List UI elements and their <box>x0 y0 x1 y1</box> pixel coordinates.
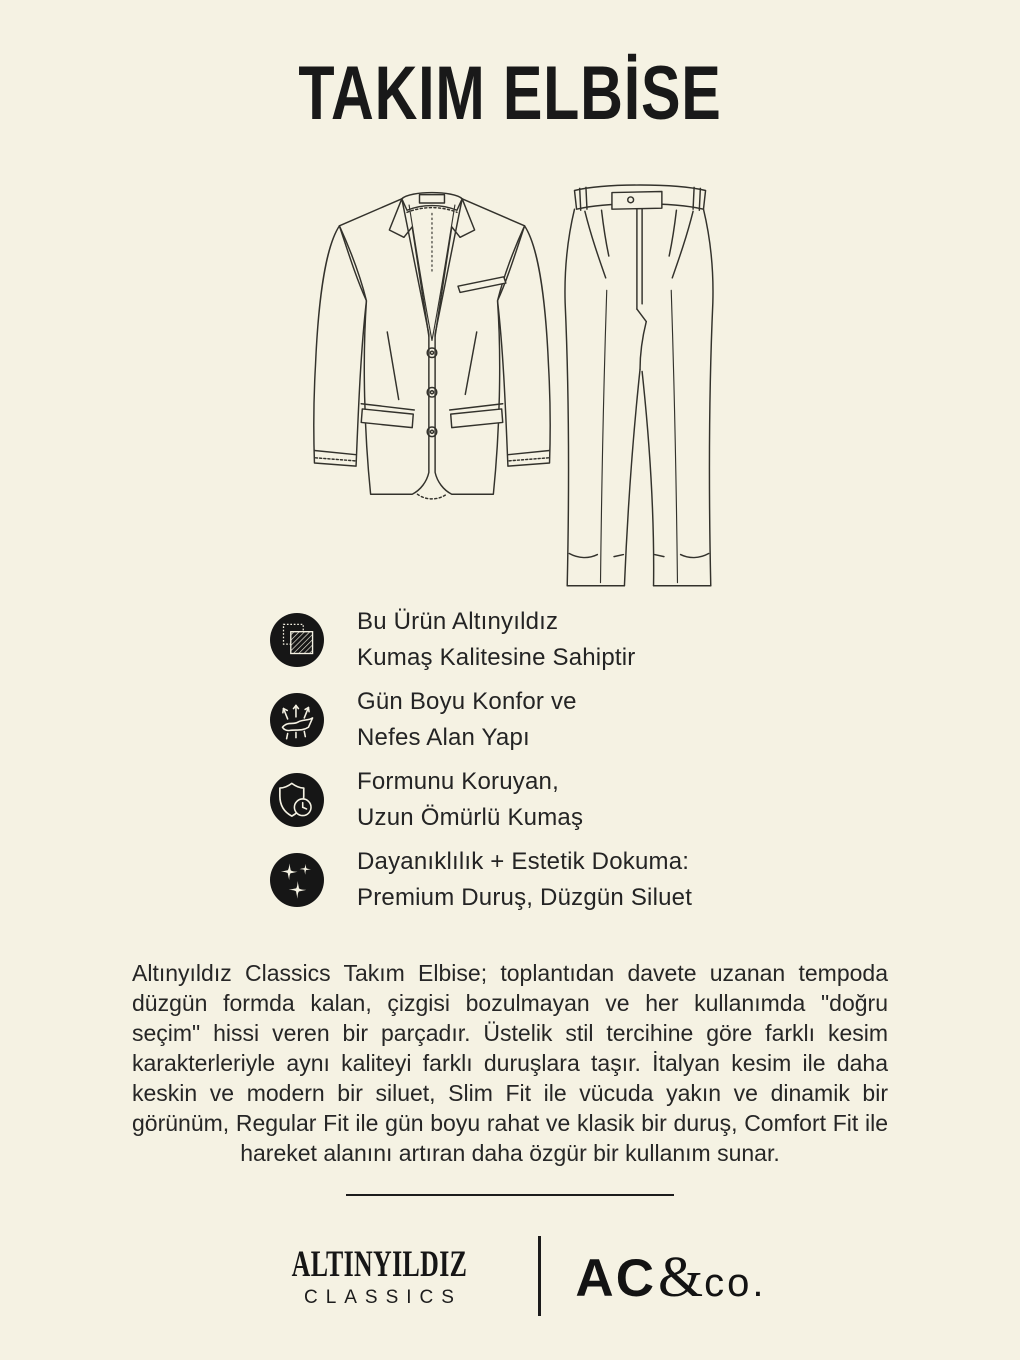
feature-text: Gün Boyu Konfor ve Nefes Alan Yapı <box>357 688 577 751</box>
trousers-sketch <box>565 185 713 586</box>
breathability-icon <box>270 693 324 747</box>
feature-text: Formunu Koruyan, Uzun Ömürlü Kumaş <box>357 768 584 831</box>
acco-logo <box>575 1243 766 1310</box>
feature-text: Bu Ürün Altınyıldız Kumaş Kalitesine Sahiptir <box>357 608 636 671</box>
feature-row <box>270 764 790 836</box>
acco-logo-co: co. <box>704 1260 767 1305</box>
acco-logo-ampersand: & <box>657 1243 704 1309</box>
page-title: TAKIM ELBİSE <box>298 51 722 136</box>
classics-wordmark: CLASSICS <box>303 1286 462 1308</box>
altinyildiz-wordmark: ALTINYILDIZ <box>291 1243 467 1285</box>
feature-list <box>270 604 790 924</box>
footer-divider-bar <box>538 1236 541 1316</box>
shape-retention-icon <box>270 773 324 827</box>
fabric-quality-icon <box>270 613 324 667</box>
durability-sparkles-icon <box>270 853 324 907</box>
suit-illustration <box>301 178 719 597</box>
footer-divider <box>346 1194 674 1196</box>
feature-row <box>270 844 790 916</box>
product-description: Altınyıldız Classics Takım Elbise; toplantıdan davete uzanan tempoda düzgün formda kalan, çizgisi bozulmayan ve her kullanımda "doğru seçim" hissi veren bir parçadır. Üstelik stil tercihine göre farklı kesim karakterleriyle aynı kaliteyi farklı duruşlara taşır. İtalyan kesim ile daha keskin ve modern bir siluet, Slim Fit ile vücuda yakın ve dinamik bir görünüm, Regular Fit ile gün boyu rahat ve klasik bir duruş, Comfort Fit ile hareket alanını artıran daha özgür bir kullanım sunar. <box>132 960 888 1166</box>
footer-brands <box>0 1236 1020 1316</box>
suit-sketch <box>301 178 719 592</box>
feature-row <box>270 604 790 676</box>
altinyildiz-classics-logo <box>254 1243 505 1308</box>
suit-jacket-sketch <box>314 193 550 499</box>
feature-text: Dayanıklılık + Estetik Dokuma: Premium Duruş, Düzgün Siluet <box>357 848 693 911</box>
acco-logo-ac: AC <box>575 1248 656 1308</box>
feature-row <box>270 684 790 756</box>
